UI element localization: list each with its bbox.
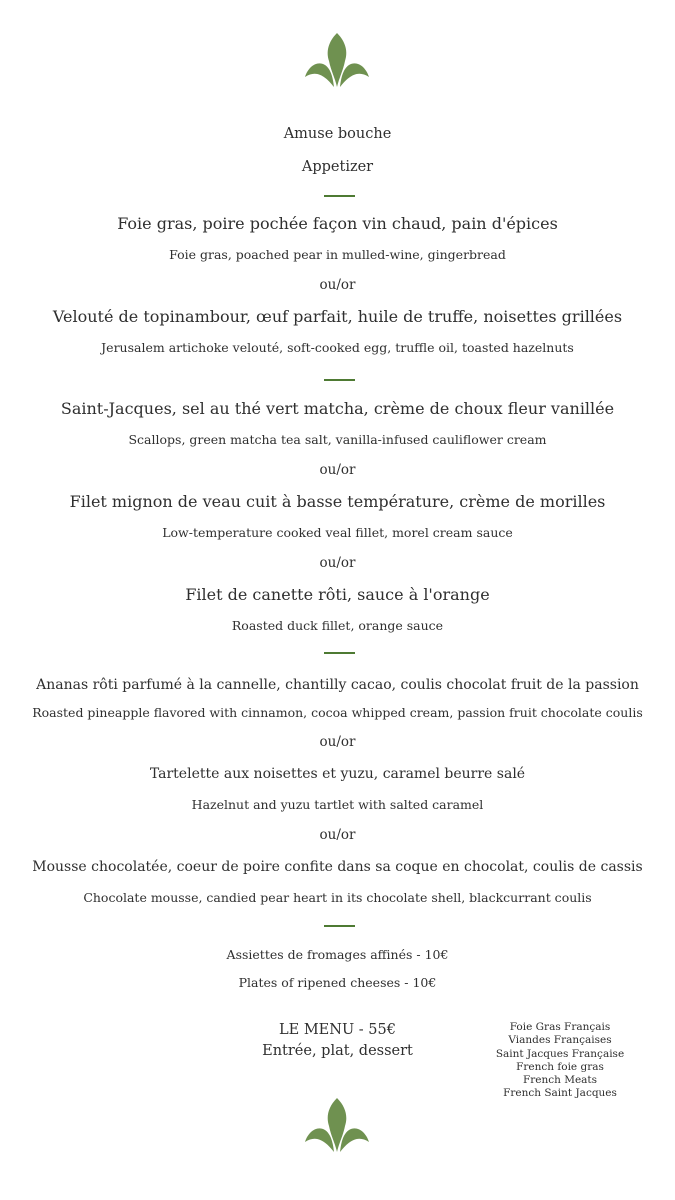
or-separator: ou/or bbox=[319, 734, 356, 750]
dish-title-fr: Tartelette aux noisettes et yuzu, caramel beurre salé bbox=[149, 766, 526, 782]
dish-title-fr: Filet de canette rôti, sauce à l'orange bbox=[185, 585, 490, 604]
section-title-appetizer: Appetizer bbox=[301, 159, 374, 175]
or-separator: ou/or bbox=[319, 277, 356, 293]
dish-title-fr: Filet mignon de veau cuit à basse température, crème de morilles bbox=[69, 492, 606, 511]
menu-price: LE MENU - 55€ bbox=[279, 1022, 396, 1038]
origin-item: Viandes Françaises bbox=[508, 1034, 612, 1047]
dish-description-en: Jerusalem artichoke velouté, soft-cooked egg, truffle oil, toasted hazelnuts bbox=[101, 340, 574, 355]
dish-description-en: Hazelnut and yuzu tartlet with salted caramel bbox=[191, 797, 484, 812]
section-divider bbox=[324, 195, 355, 197]
dish-title-fr: Ananas rôti parfumé à la cannelle, chantilly cacao, coulis chocolat fruit de la passion bbox=[36, 677, 639, 693]
or-separator: ou/or bbox=[319, 462, 356, 478]
origin-item: Saint Jacques Française bbox=[495, 1047, 625, 1060]
origin-item: French Saint Jacques bbox=[503, 1087, 617, 1100]
origin-item: French foie gras bbox=[516, 1060, 604, 1073]
dish-title-fr: Foie gras, poire pochée façon vin chaud, pain d'épices bbox=[117, 214, 558, 233]
dish-description-en: Foie gras, poached pear in mulled-wine, gingerbread bbox=[169, 247, 506, 262]
dish-title-fr: Velouté de topinambour, œuf parfait, huile de truffe, noisettes grillées bbox=[52, 307, 623, 326]
dish-description-en: Scallops, green matcha tea salt, vanilla-infused cauliflower cream bbox=[128, 432, 547, 447]
or-separator: ou/or bbox=[319, 555, 356, 571]
origin-item: French Meats bbox=[522, 1074, 598, 1087]
dish-description-en: Chocolate mousse, candied pear heart in its chocolate shell, blackcurrant coulis bbox=[83, 890, 592, 905]
dish-description-en: Low-temperature cooked veal fillet, morel cream sauce bbox=[162, 525, 513, 540]
section-divider bbox=[324, 652, 355, 654]
dish-description-en: Roasted duck fillet, orange sauce bbox=[231, 618, 444, 633]
origin-list bbox=[490, 1021, 630, 1101]
dish-title-fr: Saint-Jacques, sel au thé vert matcha, crème de choux fleur vanillée bbox=[60, 399, 615, 418]
fleur-de-lis-icon bbox=[305, 1098, 369, 1154]
dish-description-en: Roasted pineapple flavored with cinnamon, cocoa whipped cream, passion fruit chocolate coulis bbox=[32, 705, 643, 720]
cheese-offer-en: Plates of ripened cheeses - 10€ bbox=[238, 975, 437, 990]
section-divider bbox=[324, 379, 355, 381]
origin-item: Foie Gras Français bbox=[509, 1021, 611, 1033]
amuse-bouche-label: Amuse bouche bbox=[283, 126, 392, 142]
section-divider bbox=[324, 925, 355, 927]
or-separator: ou/or bbox=[319, 827, 356, 843]
cheese-offer-fr: Assiettes de fromages affinés - 10€ bbox=[226, 947, 449, 962]
menu-includes: Entrée, plat, dessert bbox=[262, 1043, 413, 1059]
dish-title-fr: Mousse chocolatée, coeur de poire confite dans sa coque en chocolat, coulis de cassis bbox=[32, 859, 643, 875]
fleur-de-lis-icon bbox=[305, 33, 369, 89]
